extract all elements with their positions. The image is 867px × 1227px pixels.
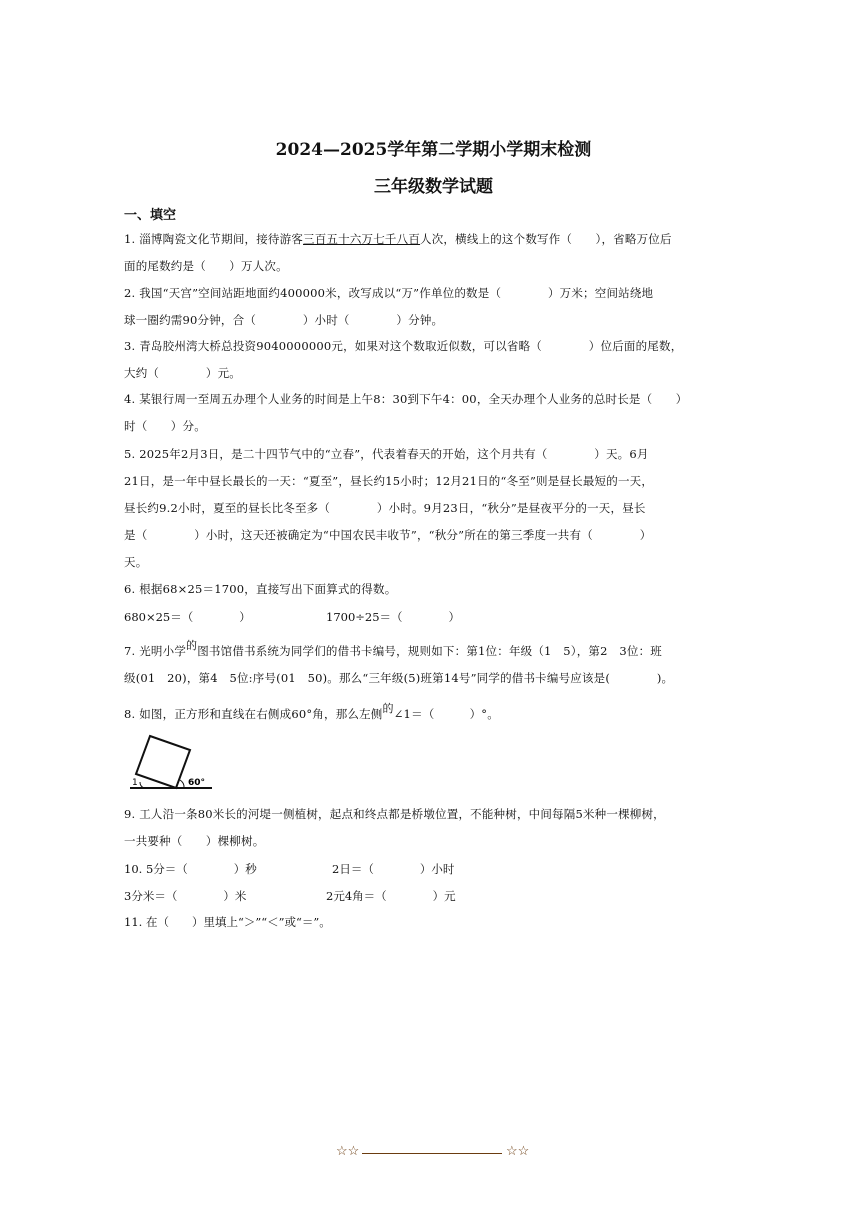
question-5 <box>124 441 734 576</box>
exam-title: 2024—2025学年第二学期小学期末检测 <box>275 140 592 160</box>
question-9 <box>124 801 734 855</box>
q6-line-1: 6. 根据68×25＝1700，直接写出下面算式的得数。 <box>124 582 397 596</box>
q5-line-1: 5. 2025年2月3日，是二十四节气中的“立春”，代表着春天的开始，这个月共有（ ）天。6月 <box>124 447 649 461</box>
footer-rule <box>362 1153 502 1154</box>
question-1 <box>124 226 734 280</box>
footer-left-stars: ☆☆ <box>336 1144 360 1159</box>
page-footer-decoration <box>336 1144 536 1164</box>
section-heading: 一、填空 <box>124 208 177 223</box>
figure-square <box>136 736 190 788</box>
angle-1-label: 1 <box>132 778 138 788</box>
q1-text: 1. 淄博陶瓷文化节期间，接待游客 <box>124 232 304 246</box>
q9-line-2: 一共要种（ ）棵柳树。 <box>124 834 265 848</box>
q10-item-c: 3分米＝（ ）米 <box>124 889 247 903</box>
q8-text-cont: ∠1＝（ ）°。 <box>393 707 499 721</box>
footer-right-stars: ☆☆ <box>506 1144 530 1159</box>
q7-sup-char: 的 <box>186 639 198 652</box>
q5-line-3: 昼长约9.2小时，夏至的昼长比冬至多（ ）小时。9月23日，“秋分”是昼夜平分的一天，昼长 <box>124 501 646 515</box>
q4-line-2: 时（ ）分。 <box>124 419 206 433</box>
q10-item-a: 10. 5分＝（ ）秒 <box>124 862 257 876</box>
q1-underlined-number: 三百五十六万七千八百 <box>303 232 421 246</box>
q10-item-d: 2元4角＝（ ）元 <box>326 889 456 903</box>
q9-line-1: 9. 工人沿一条80米长的河堤一侧植树，起点和终点都是桥墩位置，不能种树，中间每隔5米种一棵柳树， <box>124 807 665 821</box>
exam-subtitle: 三年级数学试题 <box>374 177 493 197</box>
q6-expr-b: 1700÷25＝（ ） <box>326 610 461 624</box>
q8-sup-char: 的 <box>382 702 394 715</box>
angle-60-arc <box>180 780 184 788</box>
question-7 <box>124 638 734 692</box>
question-11: 11. 在（ ）里填上“＞”“＜”或“＝”。 <box>124 915 331 929</box>
q8-text: 8. 如图，正方形和直线在右侧成60°角，那么左侧 <box>124 707 383 721</box>
question-3 <box>124 333 734 387</box>
q7-text-cont: 图书馆借书系统为同学们的借书卡编号，规则如下：第1位：年级（1 5），第2 3位：班 <box>197 644 662 658</box>
angle-60-label: 60° <box>188 778 206 788</box>
square-angle-figure <box>130 730 220 796</box>
q5-line-4: 是（ ）小时，这天还被确定为“中国农民丰收节”，“秋分”所在的第三季度一共有（ ） <box>124 528 652 542</box>
q5-line-5: 天。 <box>124 555 148 569</box>
q3-line-1: 3. 青岛胶州湾大桥总投资9040000000元，如果对这个数取近似数，可以省略（ ）位后面的尾数， <box>124 339 683 353</box>
q7-text: 7. 光明小学 <box>124 644 187 658</box>
question-2 <box>124 280 734 334</box>
q5-line-2: 21日，是一年中昼长最长的一天：“夏至”，昼长约15小时；12月21日的“冬至”则是昼长最短的一天， <box>124 474 654 488</box>
q4-line-1: 4. 某银行周一至周五办理个人业务的时间是上午8：30到下午4：00，全天办理个人业务的总时长是（ ） <box>124 392 688 406</box>
q2-line-2: 球一圈约需90分钟，合（ ）小时（ ）分钟。 <box>124 313 444 327</box>
q2-line-1: 2. 我国“天宫”空间站距地面约400000米，改写成以“万”作单位的数是（ ）万米；空间站绕地 <box>124 286 654 300</box>
q6-expr-a: 680×25＝（ ） <box>124 610 251 624</box>
q1-text-cont: 人次，横线上的这个数写作（ ），省略万位后 <box>420 232 672 246</box>
q7-line-2: 级(01 20)，第4 5位:序号(01 50)。那么“三年级(5)班第14号”同学的借书卡编号应该是( )。 <box>124 671 674 685</box>
q10-item-b: 2日＝（ ）小时 <box>332 862 455 876</box>
q1-line-2: 面的尾数约是（ ）万人次。 <box>124 259 288 273</box>
q3-line-2: 大约（ ）元。 <box>124 366 241 380</box>
question-4 <box>124 386 734 440</box>
question-8 <box>124 701 734 728</box>
question-6 <box>124 576 734 603</box>
